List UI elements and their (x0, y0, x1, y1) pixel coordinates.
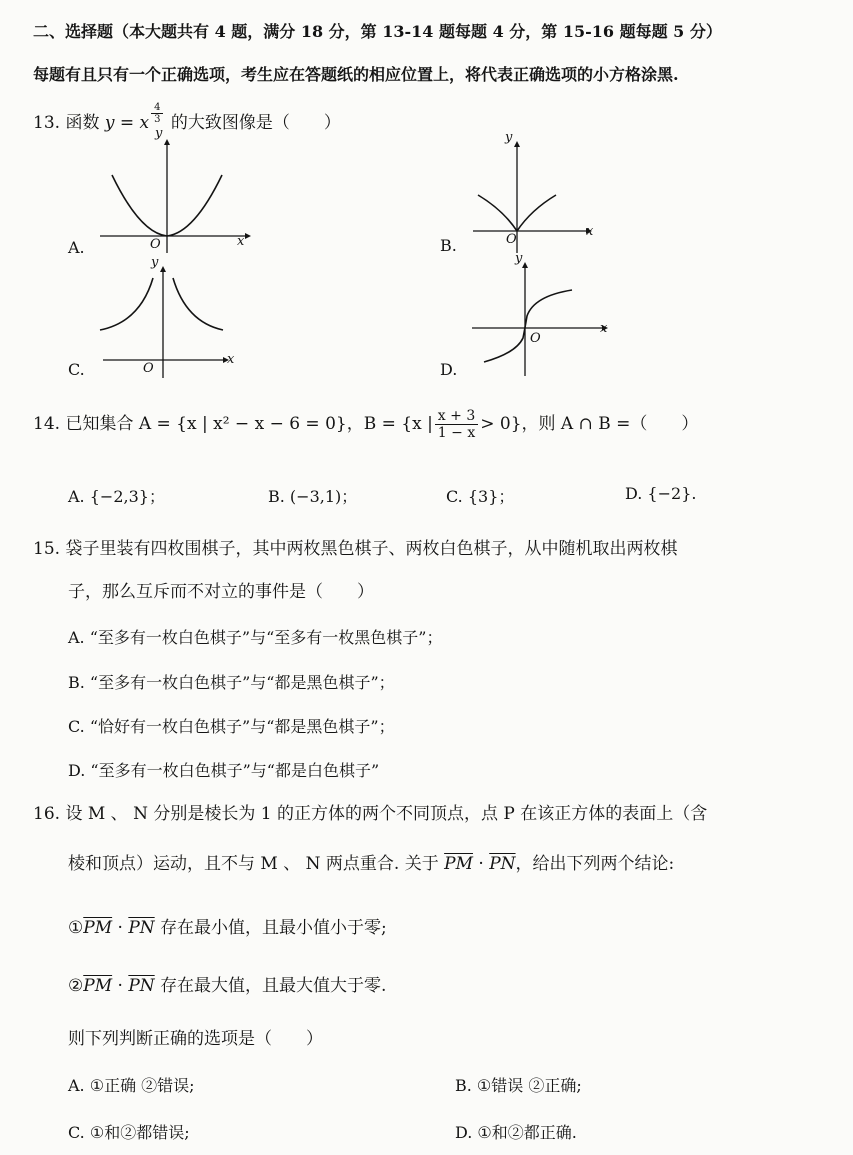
q16-line2: 棱和顶点）运动，且不与 M 、 N 两点重合. 关于 $\overline{PM} \cdot \overline{PN}$，给出下列两个结论: (68, 854, 675, 874)
q13-number: 13. (33, 113, 61, 133)
svg-text:y: y (155, 126, 163, 141)
q13-exponent: $\frac{4}{3}$ (151, 102, 163, 125)
q14-option-c: C. {3}； (446, 487, 515, 506)
section-instruction: 每题有且只有一个正确选项，考生应在答题纸的相应位置上，将代表正确选项的小方格涂黑. (33, 65, 679, 84)
q13-graph-c (95, 255, 245, 380)
svg-text:O: O (150, 237, 161, 252)
q14-text-b: > 0}，则 A ∩ B =（ ） (480, 414, 699, 434)
vector-pm: $\overline{PM}$ (444, 854, 473, 874)
q16-option-a: A. ①正确 ②错误; (68, 1076, 195, 1095)
q16-option-c: C. ①和②都错误; (68, 1123, 190, 1142)
q15-line2: 子，那么互斥而不对立的事件是（ ） (68, 582, 374, 602)
q13-option-c-label: C. (68, 360, 85, 379)
q15-line1: 15. 袋子里装有四枚围棋子，其中两枚黑色棋子、两枚白色棋子，从中随机取出两枚棋 (33, 539, 678, 559)
q16-option-d: D. ①和②都正确. (455, 1123, 577, 1142)
q14-stem (33, 408, 698, 441)
svg-text:O: O (143, 361, 154, 376)
q14-number: 14. (33, 414, 61, 434)
q13-option-d-label: D. (440, 360, 458, 379)
q13-func-eq: = x (114, 113, 150, 133)
vector-pn: $\overline{PN}$ (489, 854, 516, 874)
q15-number: 15. (33, 539, 61, 559)
q16-conclusion-1: $①\overline{PM} \cdot \overline{PN}$ 存在最小值，且最小值小于零; (68, 918, 387, 938)
q14-text-a: 已知集合 A = {x | x² − x − 6 = 0}，B = {x | (65, 414, 433, 434)
svg-text:O: O (506, 232, 517, 247)
q14-fraction: $\frac{x + 3}{1 - x}$ (435, 408, 478, 441)
svg-text:O: O (530, 331, 541, 346)
svg-text:x: x (227, 352, 235, 367)
q16-conclusion-2: $②\overline{PM} \cdot \overline{PN}$ 存在最大值，且最大值大于零. (68, 976, 387, 996)
svg-text:x: x (600, 321, 608, 336)
q13-stem (33, 102, 341, 135)
curve-left (100, 278, 153, 330)
q16-ask: 则下列判断正确的选项是（ ） (68, 1029, 323, 1049)
q16-number: 16. (33, 804, 61, 824)
svg-text:y: y (505, 130, 513, 145)
q15-option-d: D. “至多有一枚白色棋子”与“都是白色棋子” (68, 761, 380, 780)
q13-option-b-label: B. (440, 236, 457, 255)
q13-stem-suffix: 的大致图像是（ ） (170, 113, 341, 133)
curve (484, 290, 572, 362)
q13-graph-b (468, 130, 608, 255)
q14-option-b: B. (−3,1)； (268, 487, 358, 506)
q14-option-a: A. {−2,3}； (68, 487, 165, 506)
q13-func-y: y (104, 113, 115, 133)
q14-option-d: D. {−2}. (625, 484, 697, 503)
q13-option-a-label: A. (68, 238, 85, 257)
svg-text:x: x (586, 224, 594, 239)
q13-graph-a (95, 126, 255, 255)
q13-graph-d (472, 251, 622, 378)
q15-option-a: A. “至多有一枚白色棋子”与“至多有一枚黑色棋子”； (68, 628, 443, 647)
curve-right (173, 278, 223, 330)
q16-option-b: B. ①错误 ②正确; (455, 1076, 582, 1095)
q13-stem-prefix: 函数 (65, 113, 100, 133)
q15-option-b: B. “至多有一枚白色棋子”与“都是黑色棋子”； (68, 673, 395, 692)
q16-line1: 16. 设 M 、 N 分别是棱长为 1 的正方体的两个不同顶点，点 P 在该正方体的表面上（含 (33, 804, 708, 824)
section-heading: 二、选择题（本大题共有 4 题，满分 18 分，第 13-14 题每题 4 分，第 15-16 题每题 5 分） (33, 22, 722, 41)
q15-option-c: C. “恰好有一枚白色棋子”与“都是黑色棋子”； (68, 717, 395, 736)
svg-text:x: x (237, 234, 245, 249)
svg-text:y: y (515, 251, 523, 266)
svg-text:y: y (151, 255, 159, 270)
